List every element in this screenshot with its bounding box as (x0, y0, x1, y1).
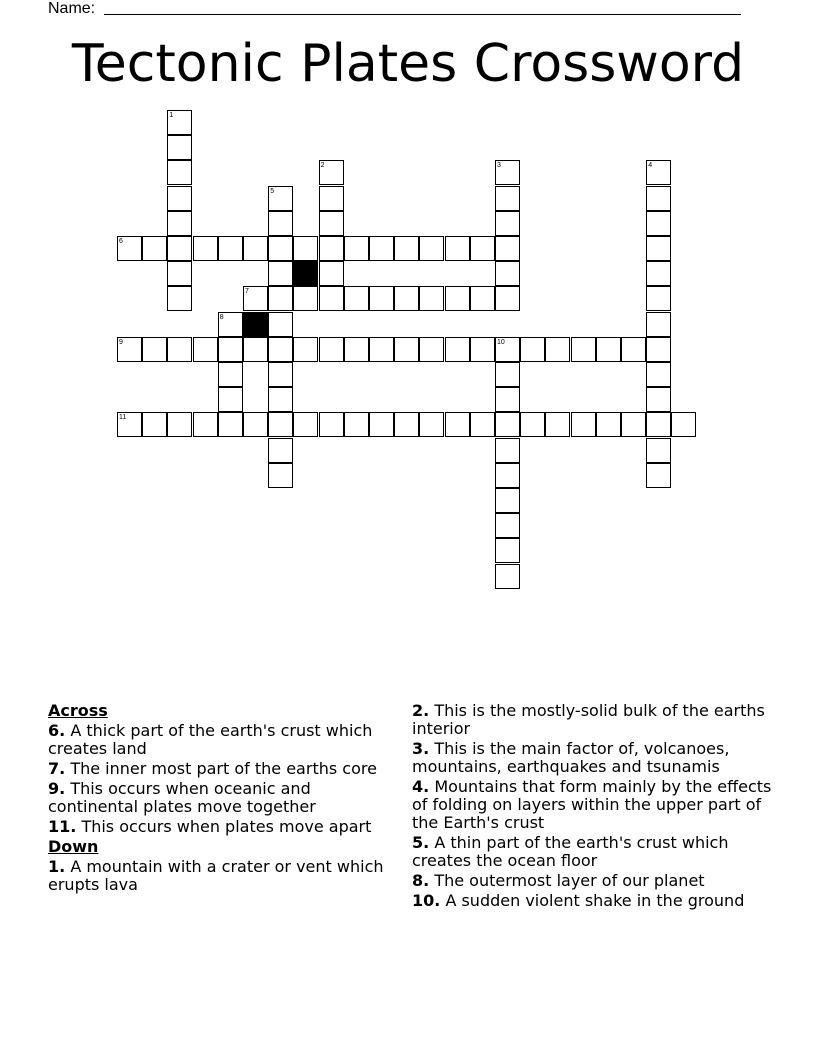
grid-number: 10 (497, 338, 505, 346)
grid-cell[interactable] (167, 286, 192, 311)
grid-cell[interactable] (495, 236, 520, 261)
grid-cell[interactable] (646, 211, 671, 236)
grid-cell[interactable] (268, 312, 293, 337)
clue-text: The inner most part of the earths core (70, 759, 377, 778)
grid-cell[interactable] (167, 236, 192, 261)
clue-text: This is the mostly-solid bulk of the earths interior (412, 701, 765, 738)
grid-number: 11 (119, 414, 127, 422)
clue-number: 1. (48, 857, 66, 876)
grid-cell[interactable] (545, 337, 570, 362)
grid-cell[interactable] (495, 286, 520, 311)
grid-cell[interactable] (495, 211, 520, 236)
grid-cell[interactable] (394, 412, 419, 437)
clue-text: A thick part of the earth's crust which creates land (48, 721, 373, 758)
clue-down-4 (412, 778, 772, 832)
grid-cell[interactable] (646, 337, 671, 362)
grid-cell[interactable] (268, 463, 293, 488)
clue-number: 5. (412, 833, 430, 852)
grid-cell[interactable] (142, 236, 167, 261)
clue-across-11 (48, 818, 393, 836)
grid-cell[interactable] (344, 236, 369, 261)
grid-cell[interactable] (646, 236, 671, 261)
grid-cell[interactable] (495, 538, 520, 563)
clue-number: 11. (48, 817, 77, 836)
grid-cell[interactable] (445, 236, 470, 261)
grid-cell[interactable] (495, 488, 520, 513)
clue-down-3 (412, 740, 772, 776)
grid-cell[interactable] (646, 362, 671, 387)
grid-cell[interactable] (646, 186, 671, 211)
clue-number: 7. (48, 759, 66, 778)
grid-number: 2 (320, 162, 325, 170)
grid-cell[interactable] (621, 337, 646, 362)
grid-number: 4 (648, 162, 653, 170)
clue-text: Mountains that form mainly by the effects of folding on layers within the upper part of the Earth's crust (412, 777, 772, 832)
grid-cell[interactable] (319, 211, 344, 236)
grid-number: 3 (497, 162, 501, 170)
grid-cell[interactable] (495, 564, 520, 589)
clues-right-column (412, 702, 772, 912)
grid-cell[interactable] (167, 160, 192, 185)
grid-cell[interactable] (344, 286, 369, 311)
grid-cell[interactable] (445, 337, 470, 362)
grid-cell[interactable] (167, 412, 192, 437)
grid-cell[interactable] (167, 261, 192, 286)
grid-number: 1 (169, 112, 174, 119)
black-square (293, 261, 318, 286)
grid-cell[interactable] (193, 337, 218, 362)
grid-cell[interactable] (268, 438, 293, 463)
grid-cell[interactable] (419, 412, 444, 437)
grid-cell[interactable] (243, 337, 268, 362)
clue-across-7 (48, 760, 393, 778)
grid-cell[interactable] (293, 412, 318, 437)
clues-left-column (48, 702, 393, 896)
grid-cell[interactable] (646, 387, 671, 412)
grid-cell[interactable] (268, 236, 293, 261)
grid-cell[interactable] (218, 236, 243, 261)
grid-cell[interactable] (218, 362, 243, 387)
grid-cell[interactable] (419, 337, 444, 362)
grid-cell[interactable] (142, 412, 167, 437)
grid-cell[interactable] (596, 412, 621, 437)
grid-cell[interactable] (218, 412, 243, 437)
grid-cell[interactable] (646, 261, 671, 286)
grid-cell[interactable] (445, 286, 470, 311)
grid-cell[interactable] (142, 337, 167, 362)
grid-cell[interactable] (495, 463, 520, 488)
grid-cell[interactable] (369, 286, 394, 311)
grid-cell[interactable] (520, 412, 545, 437)
clue-down-5 (412, 834, 772, 870)
grid-cell[interactable] (470, 412, 495, 437)
grid-cell[interactable] (495, 261, 520, 286)
grid-cell[interactable] (319, 286, 344, 311)
grid-cell[interactable] (495, 387, 520, 412)
grid-cell[interactable] (445, 412, 470, 437)
page-title: Tectonic Plates Crossword (71, 34, 745, 94)
clue-across-9 (48, 780, 393, 816)
clue-text: This occurs when plates move apart (81, 817, 372, 836)
clue-number: 2. (412, 701, 430, 720)
grid-cell[interactable] (394, 337, 419, 362)
grid-cell[interactable] (646, 412, 671, 437)
grid-cell[interactable] (319, 186, 344, 211)
clue-text: A thin part of the earth's crust which creates the ocean floor (412, 833, 729, 870)
grid-cell[interactable] (193, 412, 218, 437)
clue-across-6 (48, 722, 393, 758)
grid-cell[interactable] (495, 186, 520, 211)
grid-cell[interactable] (319, 412, 344, 437)
grid-cell[interactable] (268, 261, 293, 286)
grid-cell[interactable] (369, 236, 394, 261)
grid-cell[interactable] (495, 513, 520, 538)
grid-cell[interactable] (268, 211, 293, 236)
grid-cell[interactable] (344, 412, 369, 437)
grid-cell[interactable] (545, 412, 570, 437)
grid-cell[interactable] (268, 412, 293, 437)
grid-cell[interactable] (646, 286, 671, 311)
grid-cell[interactable] (671, 412, 696, 437)
clue-text: This occurs when oceanic and continental plates move together (48, 779, 316, 816)
grid-cell[interactable] (495, 438, 520, 463)
grid-cell[interactable] (571, 412, 596, 437)
grid-cell[interactable] (470, 337, 495, 362)
grid-cell[interactable] (470, 286, 495, 311)
grid-cell[interactable] (268, 362, 293, 387)
clue-number: 6. (48, 721, 66, 740)
grid-cell[interactable] (167, 135, 192, 160)
grid-cell[interactable] (495, 412, 520, 437)
grid-cell[interactable] (268, 337, 293, 362)
grid-cell[interactable] (293, 236, 318, 261)
grid-cell[interactable] (218, 387, 243, 412)
clue-text: This is the main factor of, volcanoes, mountains, earthquakes and tsunamis (412, 739, 730, 776)
clue-down-1 (48, 858, 393, 894)
grid-cell[interactable] (167, 211, 192, 236)
grid-cell[interactable] (470, 236, 495, 261)
grid-cell[interactable] (369, 337, 394, 362)
down-heading: Down (48, 837, 99, 856)
clue-down-2 (412, 702, 772, 738)
grid-cell[interactable] (167, 186, 192, 211)
grid-number: 8 (219, 313, 224, 321)
grid-cell[interactable] (319, 236, 344, 261)
black-square (243, 312, 268, 337)
grid-number: 6 (119, 238, 123, 245)
grid-cell[interactable] (344, 337, 369, 362)
grid-number: 5 (270, 187, 275, 195)
clue-down-10 (412, 892, 772, 910)
grid-number: 9 (119, 338, 123, 346)
grid-cell[interactable] (293, 286, 318, 311)
grid-cell[interactable] (369, 412, 394, 437)
clue-text: The outermost layer of our planet (434, 871, 705, 890)
clue-text: A mountain with a crater or vent which erupts lava (48, 857, 384, 894)
grid-cell[interactable] (319, 261, 344, 286)
grid-cell[interactable] (646, 312, 671, 337)
grid-cell[interactable] (394, 286, 419, 311)
grid-cell[interactable] (495, 362, 520, 387)
grid-cell[interactable] (268, 387, 293, 412)
grid-cell[interactable] (167, 337, 192, 362)
clue-down-8 (412, 872, 772, 890)
grid-number: 7 (245, 288, 249, 296)
grid-cell[interactable] (319, 337, 344, 362)
grid-cell[interactable] (268, 286, 293, 311)
grid-cell[interactable] (571, 337, 596, 362)
grid-cell[interactable] (646, 463, 671, 488)
grid-cell[interactable] (394, 236, 419, 261)
grid-cell[interactable] (243, 412, 268, 437)
clue-text: A sudden violent shake in the ground (445, 891, 745, 910)
clue-number: 9. (48, 779, 66, 798)
grid-cell[interactable] (596, 337, 621, 362)
name-label: Name: (48, 0, 96, 17)
grid-cell[interactable] (646, 438, 671, 463)
clue-number: 3. (412, 739, 430, 758)
grid-cell[interactable] (520, 337, 545, 362)
across-heading: Across (48, 701, 108, 720)
grid-cell[interactable] (193, 236, 218, 261)
grid-cell[interactable] (243, 236, 268, 261)
clue-number: 4. (412, 777, 430, 796)
grid-cell[interactable] (621, 412, 646, 437)
grid-cell[interactable] (218, 337, 243, 362)
grid-cell[interactable] (419, 286, 444, 311)
clue-number: 10. (412, 891, 441, 910)
clue-number: 8. (412, 871, 430, 890)
grid-cell[interactable] (419, 236, 444, 261)
grid-cell[interactable] (293, 337, 318, 362)
